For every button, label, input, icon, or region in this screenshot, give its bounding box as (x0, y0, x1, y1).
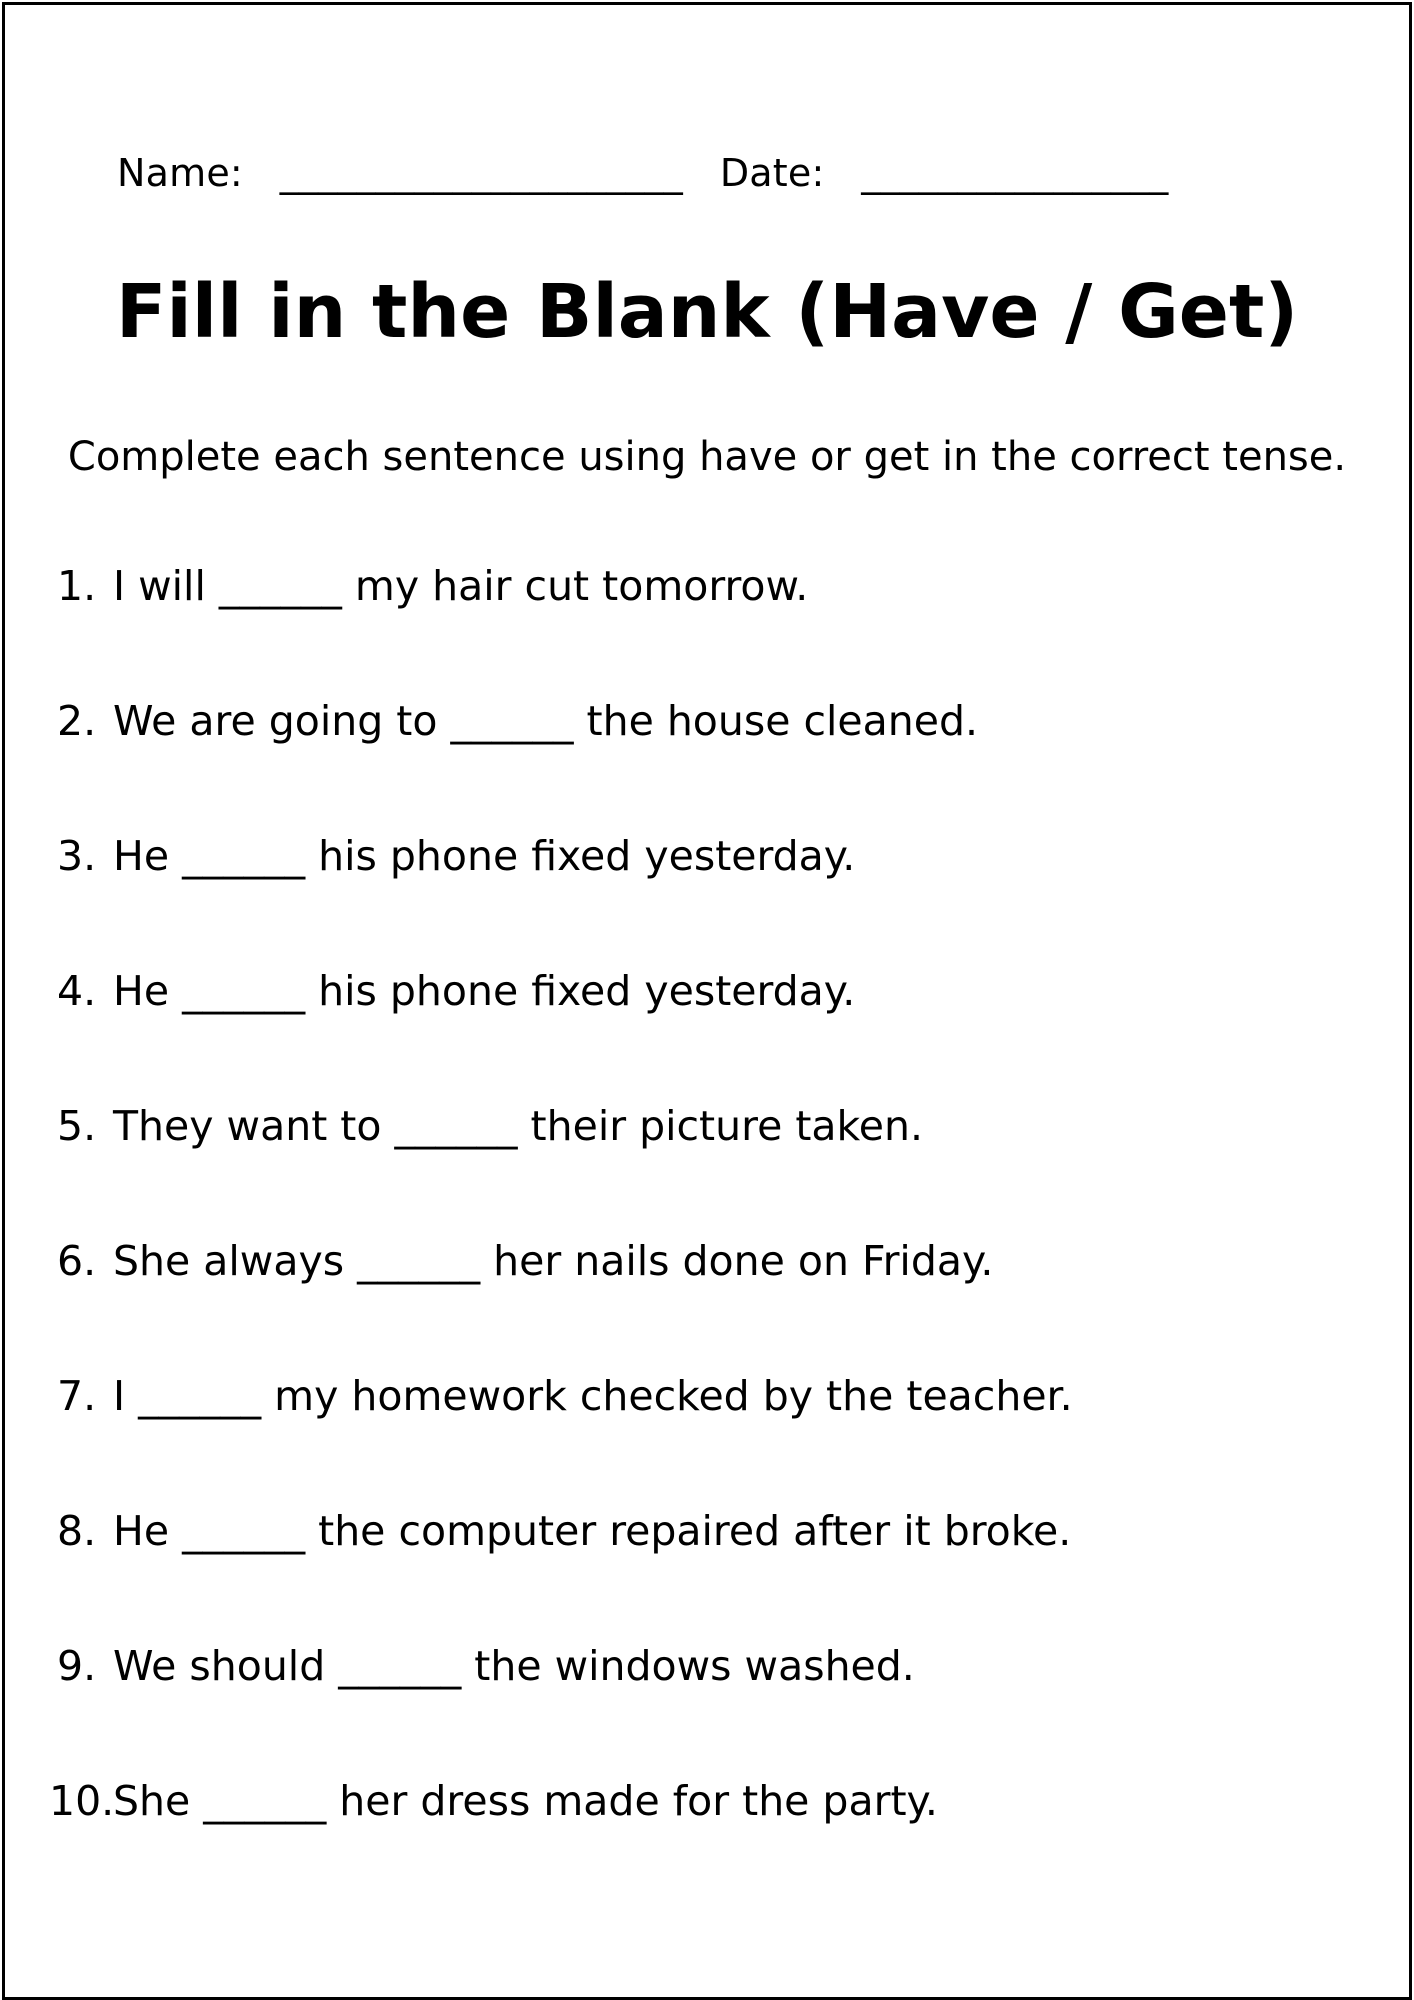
question-2 (57, 693, 978, 749)
question-10 (49, 1773, 938, 1829)
question-8 (57, 1503, 1071, 1559)
question-text: She ______ her dress made for the party. (113, 1777, 938, 1825)
question-number: 7. (57, 1372, 97, 1420)
question-number: 1. (57, 562, 97, 610)
question-number: 6. (57, 1237, 97, 1285)
date-label: Date: (719, 151, 825, 195)
question-text: We should ______ the windows washed. (113, 1642, 915, 1690)
question-3 (57, 828, 855, 884)
question-6 (57, 1233, 993, 1289)
question-9 (57, 1638, 915, 1694)
question-text: I will ______ my hair cut tomorrow. (113, 562, 809, 610)
question-number: 8. (57, 1507, 97, 1555)
instructions: Complete each sentence using have or get in the correct tense. (67, 434, 1347, 480)
question-number: 2. (57, 697, 97, 745)
question-text: She always ______ her nails done on Friday. (113, 1237, 994, 1285)
date-blank: ________________ (861, 151, 1169, 195)
question-text: He ______ his phone fixed yesterday. (113, 832, 856, 880)
question-5 (57, 1098, 923, 1154)
question-number: 4. (57, 967, 97, 1015)
question-text: He ______ his phone fixed yesterday. (113, 967, 856, 1015)
question-number: 3. (57, 832, 97, 880)
question-text: They want to ______ their picture taken. (113, 1102, 924, 1150)
question-4 (57, 963, 855, 1019)
worksheet-page (2, 2, 1412, 2000)
name-blank: _____________________ (279, 151, 683, 195)
question-number: 9. (57, 1642, 97, 1690)
question-7 (57, 1368, 1073, 1424)
question-text: We are going to ______ the house cleaned. (113, 697, 979, 745)
question-text: I ______ my homework checked by the teacher. (113, 1372, 1073, 1420)
question-number: 5. (57, 1102, 97, 1150)
worksheet-title: Fill in the Blank (Have / Get) (115, 269, 1299, 355)
name-label: Name: (117, 151, 243, 195)
question-text: He ______ the computer repaired after it broke. (113, 1507, 1072, 1555)
name-date-line (117, 147, 1169, 199)
question-1 (57, 558, 808, 614)
question-number: 10. (49, 1777, 115, 1825)
